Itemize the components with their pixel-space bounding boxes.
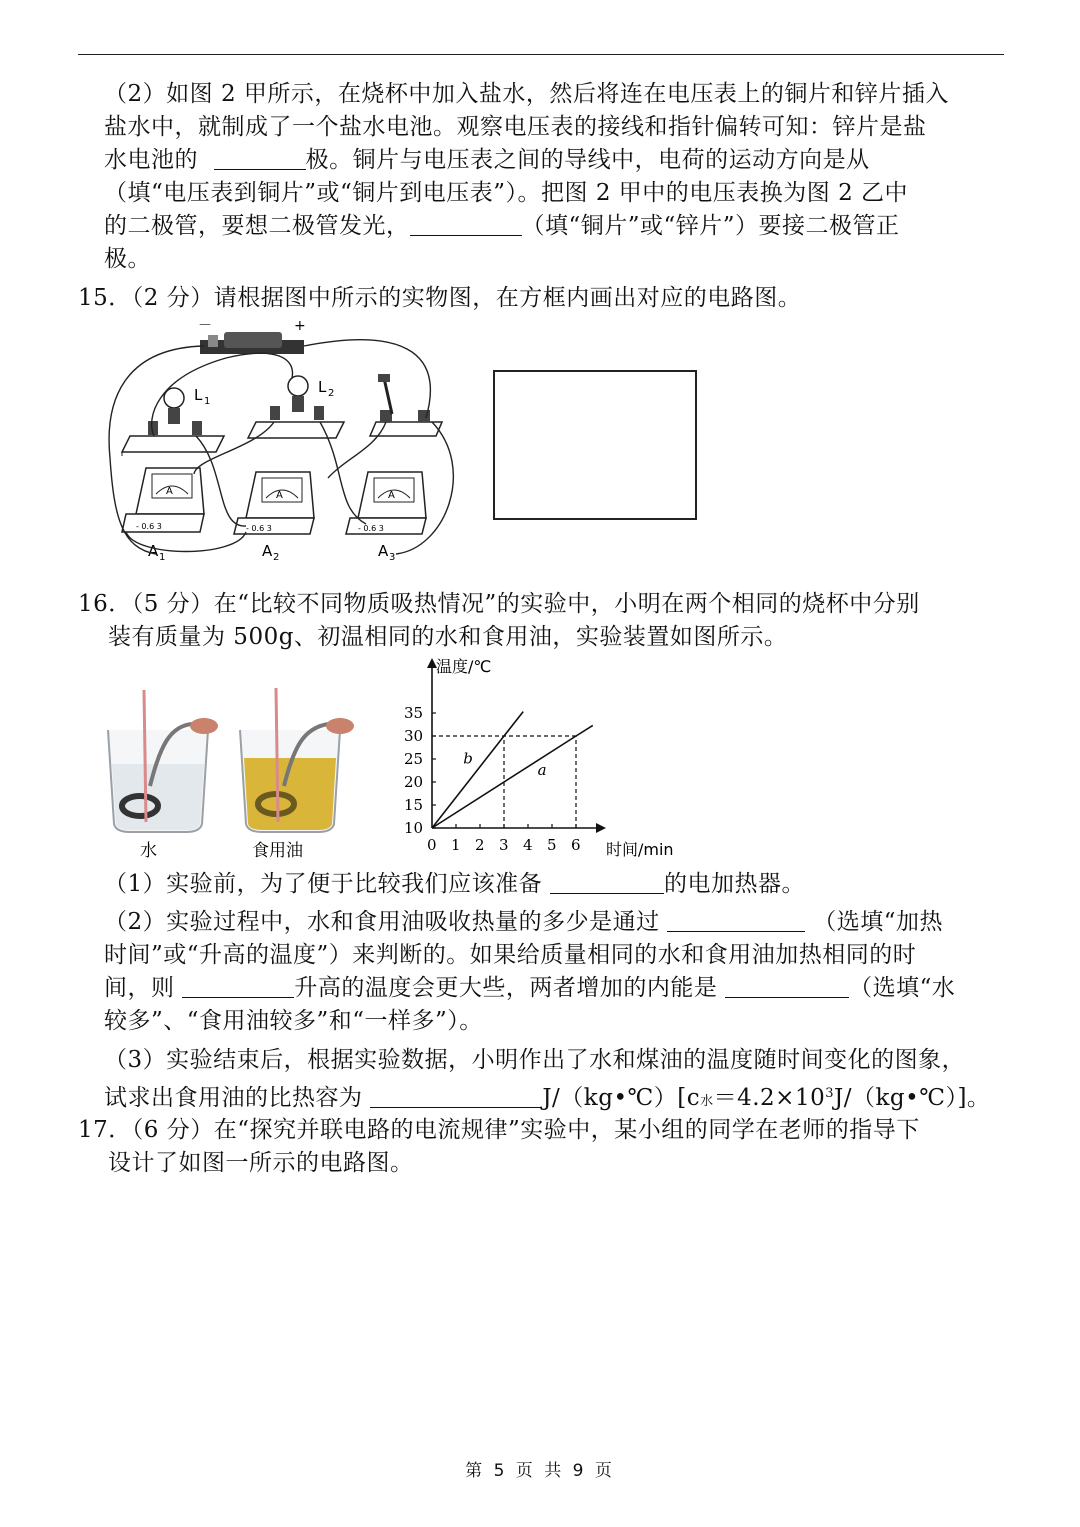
header-rule: [78, 54, 1004, 55]
beaker-water-label: 水: [140, 841, 157, 861]
q14-line-6: 极。: [104, 246, 151, 272]
a2-scale: - 0.6 3: [246, 524, 272, 533]
a2-meter-letter: A: [276, 490, 283, 501]
x-axis-arrow: [596, 823, 606, 833]
x-tick-label: 4: [523, 836, 533, 854]
page-footer: 第 5 页 共 9 页: [465, 1461, 615, 1481]
q16-p3-2a: 试求出食用油的比热容为: [104, 1085, 363, 1111]
a1-label: A: [148, 542, 159, 560]
a3-label: A: [378, 542, 389, 560]
l2-sub: 2: [328, 388, 335, 399]
a2-sub: 2: [273, 552, 280, 563]
q14-line-2: 盐水中，就制成了一个盐水电池。观察电压表的接线和指针偏转可知：锌片是盐: [104, 114, 927, 140]
y-tick-label: 30: [404, 727, 424, 745]
q14-line-3a: 水电池的: [104, 147, 198, 173]
beaker-oil-label: 食用油: [252, 841, 303, 861]
x-tick-label: 6: [571, 836, 581, 854]
a3-scale: - 0.6 3: [358, 524, 384, 533]
answer-blank-heat-measure[interactable]: [667, 907, 805, 932]
l1-sub: 1: [204, 396, 211, 407]
l1-label: L: [194, 386, 203, 404]
q16-stem-2: 装有质量为 500g、初温相同的水和食用油，实验装置如图所示。: [108, 624, 788, 650]
q14-line-5a: 的二极管，要想二极管发光，: [104, 213, 410, 239]
a2-label: A: [262, 542, 273, 560]
answer-drawing-box[interactable]: [493, 370, 697, 520]
y-tick-label: 25: [404, 750, 424, 768]
q16-p3-sup: 3: [825, 1086, 835, 1101]
x-tick-label: 3: [499, 836, 509, 854]
answer-blank-higher-temp[interactable]: [182, 973, 294, 998]
y-tick-label: 15: [404, 796, 424, 814]
series-label-b: b: [463, 749, 473, 768]
lamp-l2: [248, 376, 344, 438]
ammeter-a2: [234, 472, 314, 563]
q14-line-5: [104, 210, 900, 243]
circuit-physical-figure: [96, 318, 466, 568]
q16-p3-sub: 水: [700, 1094, 714, 1109]
x-tick-label: 0: [427, 836, 437, 854]
battery-minus-label: －: [198, 318, 212, 334]
q17-stem-1: 17．（6 分）在“探究并联电路的电流规律”实验中，某小组的同学在老师的指导下: [78, 1117, 920, 1143]
x-axis-label: 时间/min: [606, 840, 674, 859]
q16-p3-line2: [104, 1077, 990, 1118]
q16-stem-1: 16．（5 分）在“比较不同物质吸热情况”的实验中，小明在两个相同的烧杯中分别: [78, 591, 920, 617]
a1-sub: 1: [159, 552, 166, 563]
q16-p3-2c: ＝4.2×10: [713, 1085, 826, 1111]
q16-p2-1b: （选填“加热: [813, 909, 944, 935]
q16-p2-line4: 较多”、“食用油较多”和“一样多”）。: [104, 1008, 483, 1034]
lamp-l1: [122, 386, 224, 456]
a3-sub: 3: [389, 552, 396, 563]
beaker-oil: [240, 688, 354, 832]
q16-p3-line1: （3）实验结束后，根据实验数据，小明作出了水和煤油的温度随时间变化的图象，: [104, 1047, 966, 1073]
y-tick-label: 35: [404, 704, 424, 722]
answer-blank-heater[interactable]: [550, 869, 664, 894]
ammeter-a1: [122, 468, 204, 563]
q16-p1a: （1）实验前，为了便于比较我们应该准备: [104, 871, 543, 897]
y-axis-label: 温度/℃: [436, 657, 492, 676]
q16-p2-3a: 间，则: [104, 975, 175, 1001]
switch: [370, 374, 442, 436]
temperature-chart: [398, 656, 698, 864]
q16-p2-1a: （2）实验过程中，水和食用油吸收热量的多少是通过: [104, 909, 660, 935]
series-label-a: a: [537, 761, 547, 780]
q16-p2-line2: 时间”或“升高的温度”）来判断的。如果给质量相同的水和食用油加热相同的时: [104, 942, 917, 968]
a1-meter-letter: A: [166, 486, 173, 497]
q17-stem-2: 设计了如图一所示的电路图。: [108, 1150, 414, 1176]
series-line-a: [432, 725, 593, 828]
y-tick-label: 10: [404, 819, 424, 837]
answer-blank-internal-energy[interactable]: [725, 973, 849, 998]
battery: [198, 318, 306, 354]
q14-line-3b: 极。铜片与电压表之间的导线中，电荷的运动方向是从: [305, 147, 870, 173]
beakers-figure: [100, 686, 370, 866]
x-tick-label: 2: [475, 836, 485, 854]
x-tick-label: 5: [547, 836, 557, 854]
answer-blank-pole[interactable]: [214, 145, 306, 170]
a1-scale: - 0.6 3: [136, 522, 162, 531]
battery-plus-label: +: [294, 318, 306, 334]
answer-blank-specific-heat[interactable]: [370, 1083, 542, 1108]
q15-stem: 15．（2 分）请根据图中所示的实物图，在方框内画出对应的电路图。: [78, 285, 802, 311]
series-line-b: [432, 712, 523, 828]
q14-line-1: （2）如图 2 甲所示，在烧杯中加入盐水，然后将连在电压表上的铜片和锌片插入: [104, 81, 949, 107]
q16-p1b: 的电加热器。: [663, 871, 805, 897]
q16-p3-2d: J/（kg•℃）]。: [834, 1085, 991, 1111]
y-tick-label: 20: [404, 773, 424, 791]
q16-p2-3b: 升高的温度会更大些，两者增加的内能是: [294, 975, 718, 1001]
q14-line-5b: （填“铜片”或“锌片”）要接二极管正: [521, 213, 900, 239]
q14-line-4: （填“电压表到铜片”或“铜片到电压表”）。把图 2 甲中的电压表换为图 2 乙中: [104, 180, 909, 206]
q16-p1: [104, 868, 805, 901]
beaker-water: [108, 690, 218, 832]
q16-p2-line3: [104, 972, 955, 1005]
q16-p2-3c: （选填“水: [849, 975, 956, 1001]
l2-label: L: [318, 378, 327, 396]
q16-p2-line1: [104, 906, 943, 939]
q14-line-3: [104, 144, 870, 177]
answer-blank-diode[interactable]: [410, 211, 522, 236]
x-tick-label: 1: [451, 836, 461, 854]
q16-p3-2b: J/（kg•℃）[c: [542, 1085, 701, 1111]
a3-meter-letter: A: [388, 490, 395, 501]
